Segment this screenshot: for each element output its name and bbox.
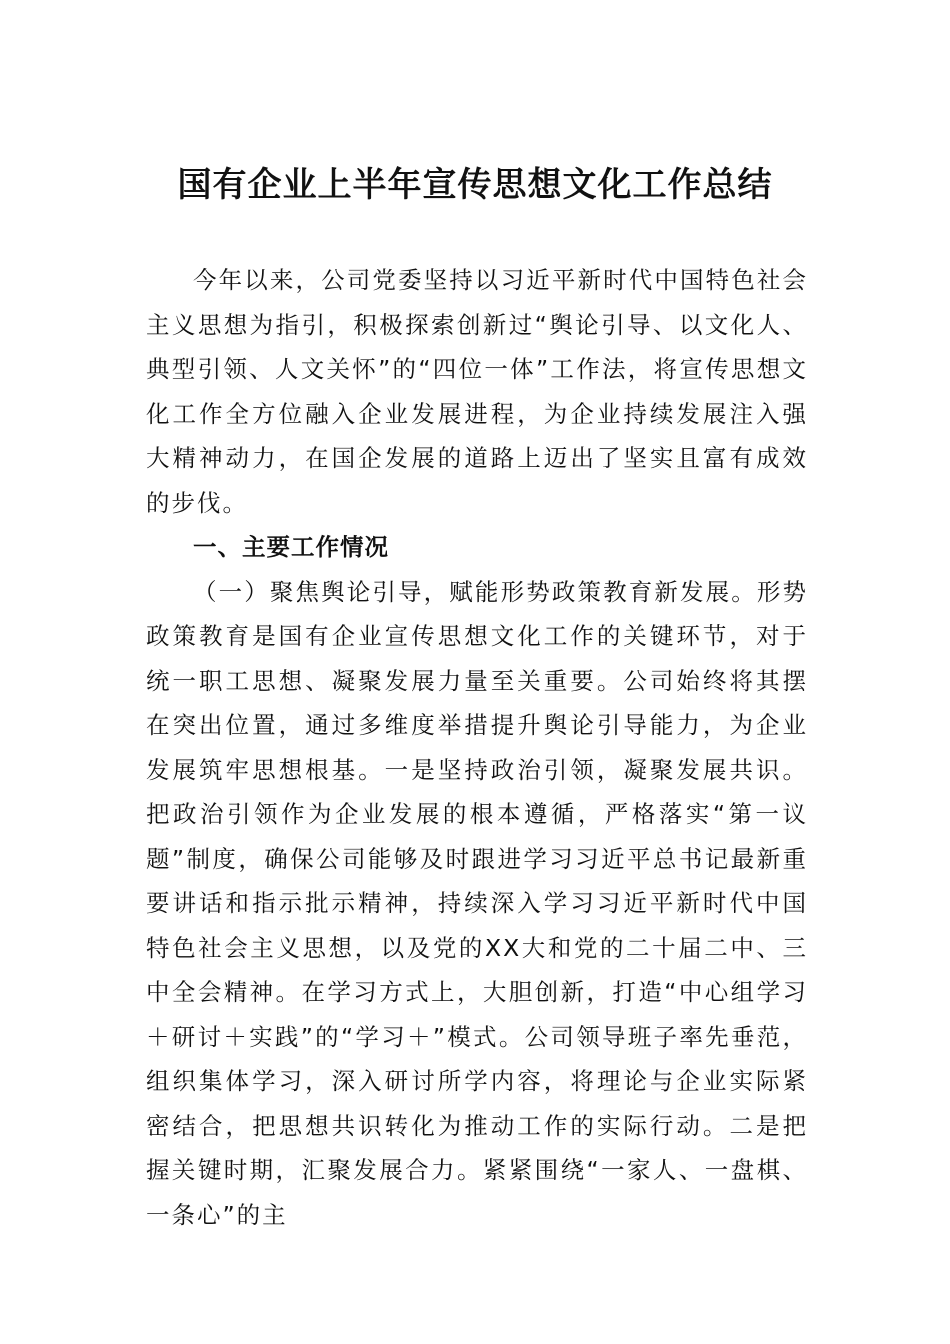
subsection-one-paragraph — [146, 570, 808, 1238]
subsection-one-body: 形势政策教育是国有企业宣传思想文化工作的关键环节，对于统一职工思想、凝聚发展力量至关重要。公司始终将其摆在突出位置，通过多维度举措提升舆论引导能力，为企业发展筑牢思想根基。一是坚持政治引领，凝聚发展共识。把政治引领作为企业发展的根本遵循，严格落实“第一议题”制度，确保公司能够及时跟进学习习近平总书记最新重要讲话和指示批示精神，持续深入学习习近平新时代中国特色社会主义思想，以及党的XX大和党的二十届二中、三中全会精神。在学习方式上，大胆创新，打造“中心组学习＋研讨＋实践”的“学习＋”模式。公司领导班子率先垂范，组织集体学习，深入研讨所学内容，将理论与企业实际紧密结合，把思想共识转化为推动工作的实际行动。二是把握关键时期，汇聚发展合力。紧紧围绕“一家人、一盘棋、一条心”的主 — [146, 577, 809, 1229]
intro-paragraph: 今年以来，公司党委坚持以习近平新时代中国特色社会主义思想为指引，积极探索创新过“舆论引导、以文化人、典型引领、人文关怀”的“四位一体”工作法，将宣传思想文化工作全方位融入企业发展进程，为企业持续发展注入强大精神动力，在国企发展的道路上迈出了坚实且富有成效的步伐。 — [146, 266, 808, 517]
document-body — [146, 258, 808, 1237]
document-title: 国有企业上半年宣传思想文化工作总结 — [177, 165, 773, 205]
section-one-heading: 一、主要工作情况 — [193, 533, 389, 561]
subsection-one-lead: （一）聚焦舆论引导，赋能形势政策教育新发展。 — [193, 577, 757, 606]
